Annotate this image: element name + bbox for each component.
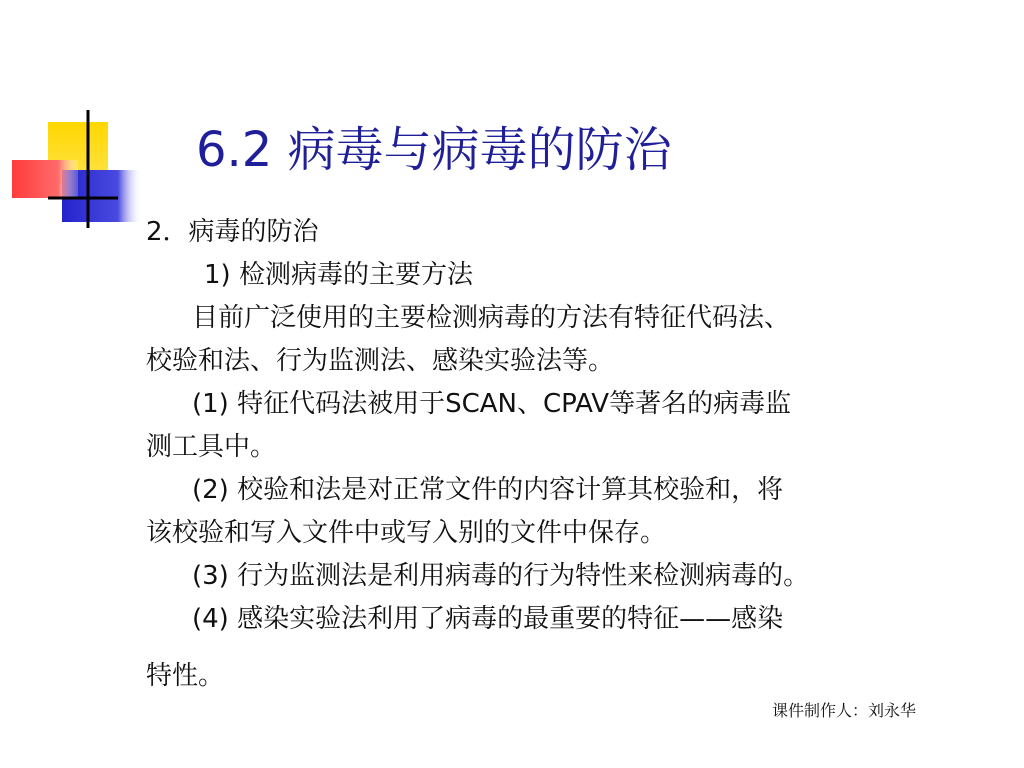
intro-line-2: 校验和法、行为监测法、感染实验法等。 bbox=[146, 346, 615, 376]
item-4-line-2: 特性。 bbox=[146, 661, 225, 691]
item-2-line-2: 该校验和写入文件中或写入别的文件中保存。 bbox=[146, 518, 667, 548]
subsection-heading: 1) 检测病毒的主要方法 bbox=[204, 260, 473, 290]
footer-credit: 课件制作人：刘永华 bbox=[772, 701, 917, 720]
section-heading: 2．病毒的防治 bbox=[146, 217, 319, 247]
intro-line-1: 目前广泛使用的主要检测病毒的方法有特征代码法、 bbox=[192, 303, 791, 333]
slide-decoration bbox=[0, 0, 160, 240]
item-4-line-1: (4) 感染实验法利用了病毒的最重要的特征——感染 bbox=[192, 604, 784, 634]
deco-red-block bbox=[12, 160, 78, 198]
slide-body bbox=[146, 211, 986, 701]
item-2-line-1: (2) 校验和法是对正常文件的内容计算其校验和，将 bbox=[192, 475, 784, 505]
slide-title: 6.2 病毒与病毒的防治 bbox=[196, 122, 672, 178]
item-1-line-2: 测工具中。 bbox=[146, 432, 277, 462]
item-1-line-1: (1) 特征代码法被用于SCAN、CPAV等著名的病毒监 bbox=[192, 389, 792, 419]
item-3-line-1: (3) 行为监测法是利用病毒的行为特性来检测病毒的。 bbox=[192, 561, 810, 591]
